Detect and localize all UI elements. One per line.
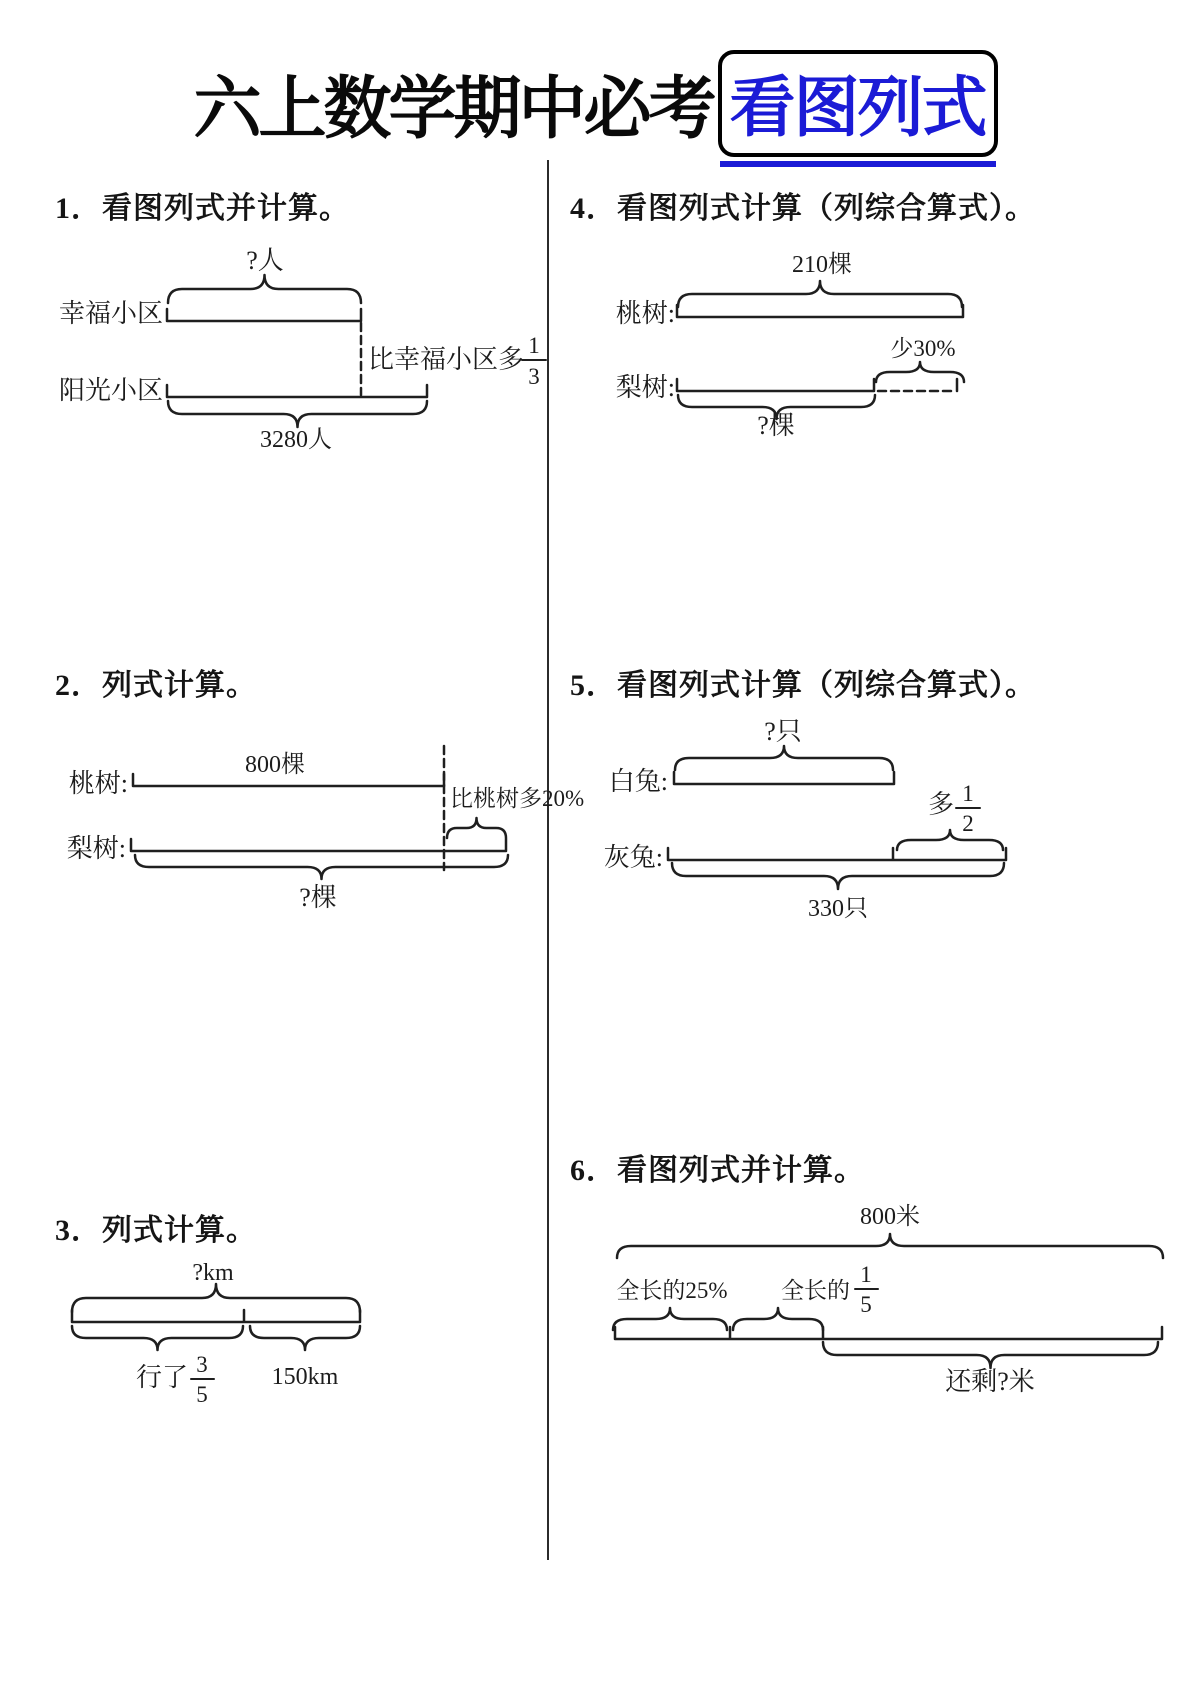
p2-row1-label: 桃树: bbox=[68, 769, 128, 798]
p5-total-label: 330只 bbox=[808, 896, 868, 922]
problem-3-diagram bbox=[50, 1240, 470, 1410]
p5-small-brace bbox=[897, 830, 1003, 850]
p6-top-brace bbox=[617, 1234, 1163, 1258]
problem-4-diagram bbox=[560, 225, 1140, 455]
p6-bar bbox=[615, 1327, 1162, 1339]
p5-row1-label: 白兔: bbox=[608, 767, 668, 796]
p2-question-label: ?棵 bbox=[299, 883, 337, 912]
problem-5-heading: 5．看图列式计算（列综合算式）。 bbox=[570, 669, 1036, 702]
p6-seg2-fraction bbox=[855, 1262, 878, 1317]
p1-bar-row2 bbox=[167, 385, 427, 397]
p4-less-label: 少30% bbox=[890, 336, 956, 361]
problem-2-diagram bbox=[50, 730, 590, 915]
problem-2-heading: 2．列式计算。 bbox=[55, 669, 257, 702]
p6-frac-numerator: 1 bbox=[860, 1262, 872, 1287]
p4-bar-row1 bbox=[677, 305, 963, 317]
p3-top-brace bbox=[72, 1284, 360, 1312]
p6-seg1-brace bbox=[613, 1308, 727, 1330]
p4-top-brace bbox=[678, 281, 962, 307]
page-title bbox=[0, 50, 1191, 157]
p1-frac-denominator: 3 bbox=[528, 364, 540, 389]
problem-1-heading: 1．看图列式并计算。 bbox=[55, 192, 350, 225]
p6-seg1-label: 全长的25% bbox=[616, 1278, 728, 1303]
p6-frac-denominator: 5 bbox=[860, 1292, 872, 1317]
p5-frac-numerator: 1 bbox=[962, 781, 974, 806]
p4-bar-row2 bbox=[677, 379, 957, 391]
p5-bar-row2 bbox=[668, 848, 1006, 860]
p6-seg2-brace bbox=[733, 1308, 823, 1330]
p3-right-label: 150km bbox=[271, 1364, 339, 1390]
p1-row2-label: 阳光小区 bbox=[58, 376, 163, 405]
p4-top-label: 210棵 bbox=[792, 252, 852, 278]
p2-top-label: 800棵 bbox=[245, 752, 305, 778]
p2-bottom-brace bbox=[135, 855, 508, 879]
p5-row2-label: 灰兔: bbox=[603, 843, 663, 872]
p5-top-brace bbox=[675, 746, 893, 770]
p6-total-label: 800米 bbox=[860, 1204, 920, 1230]
p5-more-text: 多 bbox=[927, 790, 955, 819]
p5-more-fraction bbox=[956, 781, 980, 836]
p3-right-brace bbox=[250, 1326, 360, 1350]
p1-bar-row1 bbox=[167, 309, 361, 321]
p2-small-brace bbox=[447, 818, 506, 838]
problem-1-diagram bbox=[50, 225, 560, 460]
p4-small-brace bbox=[876, 362, 964, 382]
p1-total-label: 3280人 bbox=[260, 427, 332, 453]
problem-6-heading: 6．看图列式并计算。 bbox=[570, 1154, 865, 1187]
title-text: 六上数学期中必考 bbox=[193, 71, 714, 147]
p3-frac-denominator: 5 bbox=[196, 1382, 208, 1407]
p1-bottom-brace bbox=[168, 401, 427, 427]
p3-left-fraction bbox=[191, 1352, 214, 1407]
p3-question-label: ?km bbox=[192, 1260, 234, 1286]
p1-row1-label: 幸福小区 bbox=[58, 299, 163, 328]
problem-3-heading: 3．列式计算。 bbox=[55, 1214, 257, 1247]
p2-bar-row2 bbox=[131, 839, 506, 851]
p2-row2-label: 梨树: bbox=[66, 834, 126, 863]
p6-bottom-brace bbox=[823, 1342, 1158, 1368]
p1-frac-numerator: 1 bbox=[528, 333, 540, 358]
p4-row1-label: 桃树: bbox=[615, 299, 675, 328]
p5-frac-denominator: 2 bbox=[962, 811, 974, 836]
p1-top-brace bbox=[168, 275, 361, 303]
problem-4-heading: 4．看图列式计算（列综合算式）。 bbox=[570, 192, 1036, 225]
p1-compare-text: 比幸福小区多 bbox=[368, 345, 525, 374]
p5-bottom-brace bbox=[672, 863, 1004, 889]
p4-question-label: ?棵 bbox=[757, 411, 795, 440]
p5-bar-row1 bbox=[674, 772, 894, 784]
title-highlight-wrap bbox=[718, 50, 998, 157]
p1-compare-fraction bbox=[522, 333, 546, 389]
title-underline bbox=[720, 161, 996, 167]
p1-question-label: ?人 bbox=[246, 246, 284, 275]
problem-6-diagram bbox=[560, 1180, 1191, 1410]
title-highlight: 看图列式 bbox=[718, 50, 998, 157]
p6-seg2-text: 全长的 bbox=[781, 1278, 850, 1303]
problem-5-diagram bbox=[560, 700, 1120, 930]
p3-bar bbox=[72, 1310, 360, 1322]
p3-left-brace bbox=[72, 1326, 243, 1350]
p3-frac-numerator: 3 bbox=[196, 1352, 208, 1377]
p3-left-text: 行了 bbox=[135, 1363, 188, 1392]
p5-question-label: ?只 bbox=[764, 717, 802, 746]
p4-row2-label: 梨树: bbox=[615, 373, 675, 402]
p6-remaining-label: 还剩?米 bbox=[945, 1367, 1035, 1396]
p2-compare-label: 比桃树多20% bbox=[450, 786, 585, 811]
